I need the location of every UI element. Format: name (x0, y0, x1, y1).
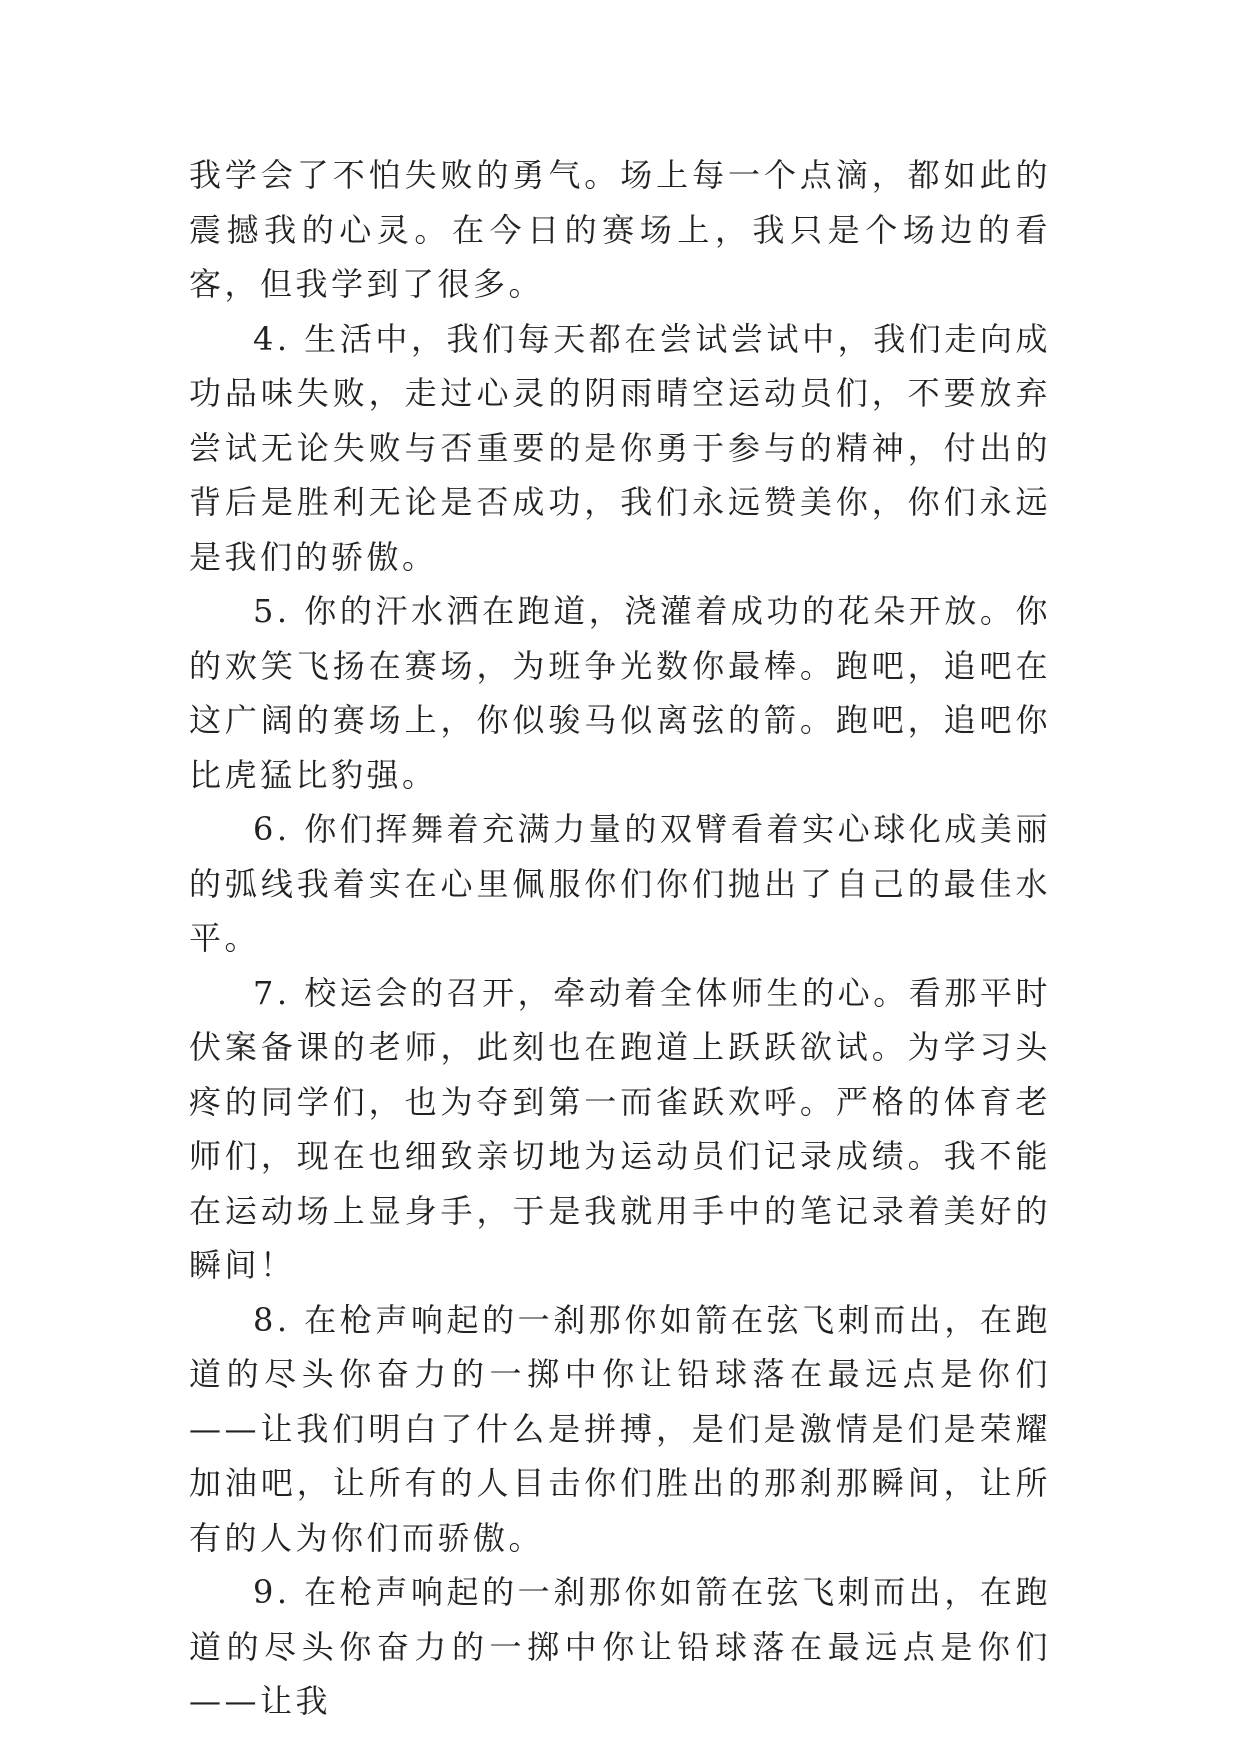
paragraph-6: 6. 你们挥舞着充满力量的双臂看着实心球化成美丽的弧线我着实在心里佩服你们你们抛出了自己的最佳水平。 (189, 810, 1051, 957)
paragraph-7: 7. 校运会的召开，牵动着全体师生的心。看那平时伏案备课的老师，此刻也在跑道上跃跃欲试。为学习头疼的同学们，也为夺到第一而雀跃欢呼。严格的体育老师们，现在也细致亲切地为运动员们记录成绩。我不能在运动场上显身手，于是我就用手中的笔记录着美好的瞬间！ (189, 973, 1051, 1284)
paragraph-continuation: 我学会了不怕失败的勇气。场上每一个点滴，都如此的震撼我的心灵。在今日的赛场上，我只是个场边的看客，但我学到了很多。 (189, 156, 1051, 303)
body-text (189, 148, 1051, 1729)
paragraph-4: 4. 生活中，我们每天都在尝试尝试中，我们走向成功品味失败，走过心灵的阴雨晴空运动员们，不要放弃尝试无论失败与否重要的是你勇于参与的精神，付出的背后是胜利无论是否成功，我们永远赞美你，你们永远是我们的骄傲。 (189, 319, 1051, 576)
paragraph-8: 8. 在枪声响起的一刹那你如箭在弦飞刺而出，在跑道的尽头你奋力的一掷中你让铅球落在最远点是你们——让我们明白了什么是拼搏，是们是激情是们是荣耀加油吧，让所有的人目击你们胜出的那刹那瞬间，让所有的人为你们而骄傲。 (189, 1300, 1051, 1557)
paragraph-5: 5. 你的汗水洒在跑道，浇灌着成功的花朵开放。你的欢笑飞扬在赛场，为班争光数你最棒。跑吧，追吧在这广阔的赛场上，你似骏马似离弦的箭。跑吧，追吧你比虎猛比豹强。 (189, 592, 1051, 794)
paragraph-9: 9. 在枪声响起的一刹那你如箭在弦飞刺而出，在跑道的尽头你奋力的一掷中你让铅球落在最远点是你们——让我 (189, 1573, 1051, 1720)
